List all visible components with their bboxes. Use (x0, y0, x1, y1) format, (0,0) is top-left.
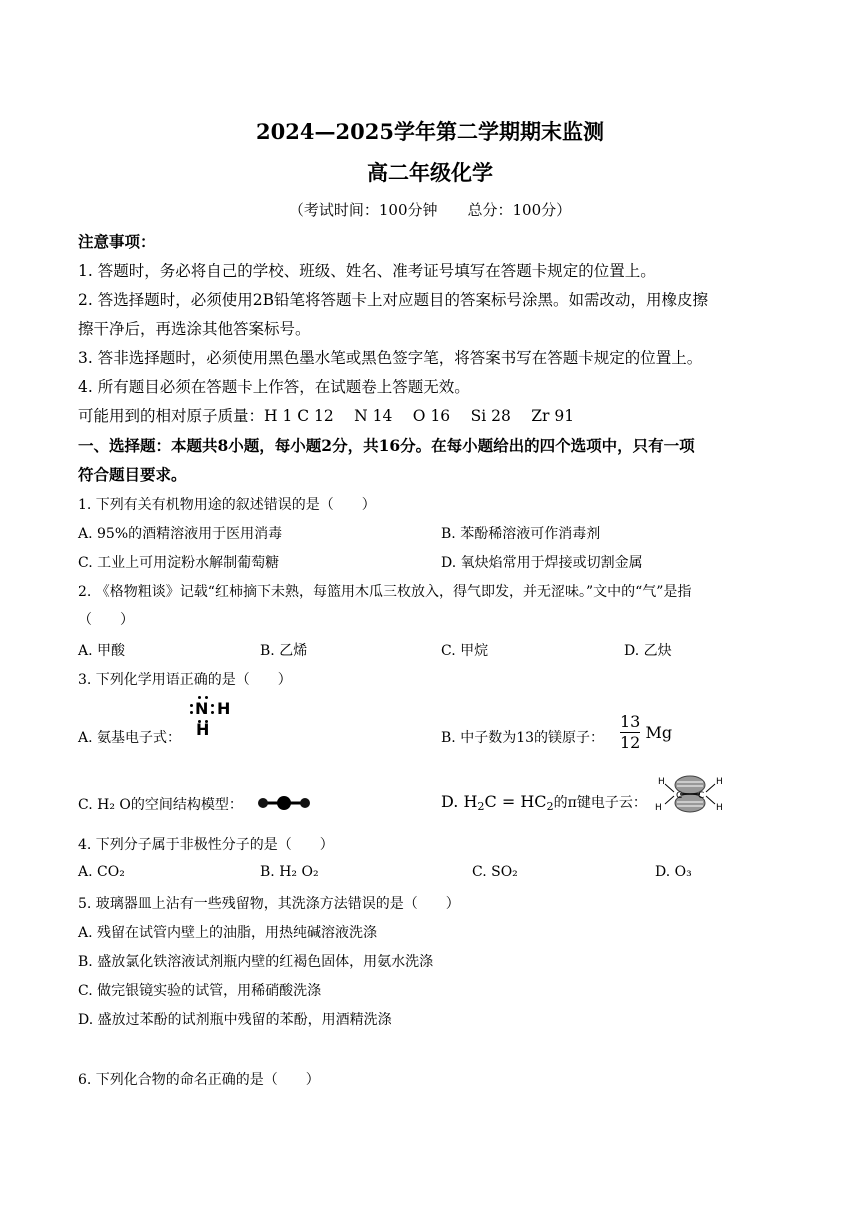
amino-h-atom-bottom: H (196, 720, 210, 739)
svg-text:H: H (716, 803, 723, 813)
svg-text:H: H (655, 803, 662, 813)
question-4-option-d: D. O₃ (655, 864, 692, 880)
question-6-stem: 6. 下列化合物的命名正确的是（ ） (78, 1072, 320, 1088)
option-d-label: D. (441, 792, 464, 811)
section-heading-line1: 一、选择题：本题共8小题，每小题2分，共16分。在每小题给出的四个选项中，只有一项 (78, 436, 695, 455)
mg-mass-number: 13 (620, 712, 641, 731)
question-1-option-c: C. 工业上可用淀粉水解制葡萄糖 (78, 555, 280, 571)
question-1-stem: 1. 下列有关有机物用途的叙述错误的是（ ） (78, 497, 376, 513)
question-2-stem-cont: （ ） (78, 612, 134, 628)
note-item-2: 2. 答选择题时，必须使用2B铅笔将答题卡上对应题目的答案标号涂黑。如需改动，用橡皮擦 (78, 291, 708, 309)
exam-subtitle: 高二年级化学 (367, 160, 493, 185)
amino-electron-formula (188, 696, 238, 740)
ethene-formula-sub2: 2 (546, 800, 554, 813)
notes-heading: 注意事项： (78, 232, 156, 251)
question-4-option-b: B. H₂ O₂ (260, 864, 319, 880)
question-3-option-c: C. H₂ O的空间结构模型： (78, 797, 243, 813)
exam-info: （考试时间：100分钟 总分：100分） (288, 201, 572, 219)
mg-mass-atomic-fraction (620, 713, 640, 752)
question-2-option-b: B. 乙烯 (260, 643, 308, 659)
mg-symbol: Mg (645, 723, 673, 742)
question-2-stem: 2. 《格物粗谈》记载“红柿摘下未熟，每篮用木瓜三枚放入，得气即发，并无涩味。”文中的“气”是指 (78, 584, 692, 600)
question-4-option-a: A. CO₂ (78, 864, 125, 880)
question-1-option-d: D. 氧炔焰常用于焊接或切割金属 (441, 555, 643, 571)
water-linear-model-image (256, 794, 312, 812)
svg-text:H: H (716, 777, 723, 787)
ethene-formula-sub1: 2 (477, 800, 485, 813)
question-1-option-b: B. 苯酚稀溶液可作消毒剂 (441, 526, 601, 542)
ethene-formula-h: H (463, 792, 478, 811)
note-item-4: 4. 所有题目必须在答题卡上作答，在试题卷上答题无效。 (78, 378, 470, 396)
question-1-option-a: A. 95%的酒精溶液用于医用消毒 (78, 526, 283, 542)
question-4-stem: 4. 下列分子属于非极性分子的是（ ） (78, 837, 334, 853)
amino-n-atom: N (195, 699, 209, 718)
atomic-mass-line: 可能用到的相对原子质量：H 1 C 12 N 14 O 16 Si 28 Zr 91 (78, 407, 575, 425)
question-3-option-d (441, 792, 647, 813)
question-5-stem: 5. 玻璃器皿上沾有一些残留物，其洗涤方法错误的是（ ） (78, 896, 460, 912)
note-item-3: 3. 答非选择题时，必须使用黑色墨水笔或黑色签字笔，将答案书写在答题卡规定的位置上。 (78, 349, 703, 367)
exam-title: 2024—2025学年第二学期期末监测 (256, 119, 604, 144)
question-4-option-c: C. SO₂ (472, 864, 518, 880)
question-5-option-d: D. 盛放过苯酚的试剂瓶中残留的苯酚，用酒精洗涤 (78, 1012, 392, 1028)
question-3-option-a: A. 氨基电子式： (78, 730, 182, 746)
section-heading-line2: 符合题目要求。 (78, 465, 187, 484)
amino-h-atom-right: H (217, 699, 231, 718)
question-3-option-b: B. 中子数为13的镁原子： (441, 730, 605, 746)
mg-nuclide (620, 713, 672, 757)
note-item-1: 1. 答题时，务必将自己的学校、班级、姓名、准考证号填写在答题卡规定的位置上。 (78, 262, 656, 280)
svg-text:H: H (658, 777, 665, 787)
svg-text:C: C (698, 791, 705, 801)
question-2-option-d: D. 乙炔 (624, 643, 672, 659)
question-2-option-a: A. 甲酸 (78, 643, 126, 659)
option-d-suffix: 的π键电子云： (553, 795, 647, 811)
ethene-formula-mid: C = HC (484, 792, 547, 811)
mg-atomic-number: 12 (620, 733, 641, 752)
question-5-option-c: C. 做完银镜实验的试管，用稀硝酸洗涤 (78, 983, 322, 999)
question-2-option-c: C. 甲烷 (441, 643, 489, 659)
question-5-option-a: A. 残留在试管内壁上的油脂，用热纯碱溶液洗涤 (78, 925, 378, 941)
svg-text:C: C (676, 791, 683, 801)
question-3-stem: 3. 下列化学用语正确的是（ ） (78, 672, 292, 688)
question-5-option-b: B. 盛放氯化铁溶液试剂瓶内壁的红褐色固体，用氨水洗涤 (78, 954, 434, 970)
note-item-2-cont: 擦干净后，再选涂其他答案标号。 (78, 320, 311, 338)
pi-bond-cloud-image (650, 772, 730, 816)
